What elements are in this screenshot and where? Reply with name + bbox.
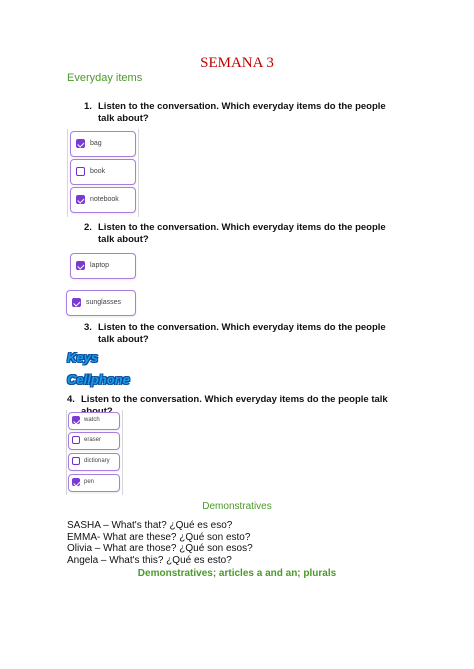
- option-notebook[interactable]: [70, 187, 136, 213]
- checkbox-checked-icon[interactable]: [76, 139, 85, 148]
- section-heading: Everyday items: [67, 72, 143, 84]
- question-number: 1.: [84, 101, 92, 112]
- option-sunglasses[interactable]: [66, 290, 136, 316]
- option-watch[interactable]: [68, 412, 120, 430]
- question-number: 4.: [67, 394, 75, 405]
- option-label: bag: [90, 140, 102, 147]
- question-4: [67, 394, 407, 407]
- checkbox-checked-icon[interactable]: [76, 195, 85, 204]
- option-eraser[interactable]: [68, 432, 120, 450]
- footer-heading: Demonstratives; articles a and an; plurals: [137, 568, 337, 579]
- checkbox-unchecked-icon[interactable]: [76, 167, 85, 176]
- dialogue-line: SASHA – What's that? ¿Qué es eso?: [67, 520, 233, 531]
- answer-keys: Keys: [67, 350, 99, 365]
- checkbox-unchecked-icon[interactable]: [72, 457, 80, 465]
- question-2: [84, 222, 404, 248]
- option-label: notebook: [90, 196, 119, 203]
- checkbox-checked-icon[interactable]: [72, 416, 80, 424]
- option-book[interactable]: [70, 159, 136, 185]
- checkbox-unchecked-icon[interactable]: [72, 436, 80, 444]
- checkbox-checked-icon[interactable]: [76, 261, 85, 270]
- answer-cellphone: Cellphone: [67, 372, 130, 387]
- question-text: Listen to the conversation. Which everyday items do the people talk about?: [98, 101, 386, 124]
- option-bag[interactable]: [70, 131, 136, 157]
- checkbox-checked-icon[interactable]: [72, 298, 81, 307]
- option-label: watch: [84, 417, 100, 423]
- option-dictionary[interactable]: [68, 453, 120, 471]
- dialogue-line: Angela – What's this? ¿Qué es esto?: [67, 555, 232, 566]
- checkbox-checked-icon[interactable]: [72, 478, 80, 486]
- option-label: book: [90, 168, 106, 175]
- page-title: SEMANA 3: [200, 55, 274, 71]
- demonstratives-heading: Demonstratives: [202, 501, 272, 512]
- dialogue-line: Olivia – What are those? ¿Qué son esos?: [67, 543, 253, 554]
- option-label: pen: [84, 479, 95, 485]
- question-number: 3.: [84, 322, 92, 333]
- question-text: Listen to the conversation. Which everyday items do the people talk about?: [98, 322, 386, 345]
- question-3: [84, 322, 404, 348]
- option-label: dictionary: [84, 458, 110, 464]
- option-label: sunglasses: [86, 299, 122, 306]
- option-label: eraser: [84, 437, 102, 443]
- question-1: [84, 101, 404, 127]
- dialogue-line: EMMA- What are these? ¿Qué son esto?: [67, 532, 251, 543]
- option-label: laptop: [90, 262, 110, 269]
- question-text: Listen to the conversation. Which everyday items do the people talk: [81, 394, 388, 405]
- option-laptop[interactable]: [70, 253, 136, 279]
- question-number: 2.: [84, 222, 92, 233]
- option-pen[interactable]: [68, 474, 120, 492]
- question-text: Listen to the conversation. Which everyday items do the people talk about?: [98, 222, 386, 245]
